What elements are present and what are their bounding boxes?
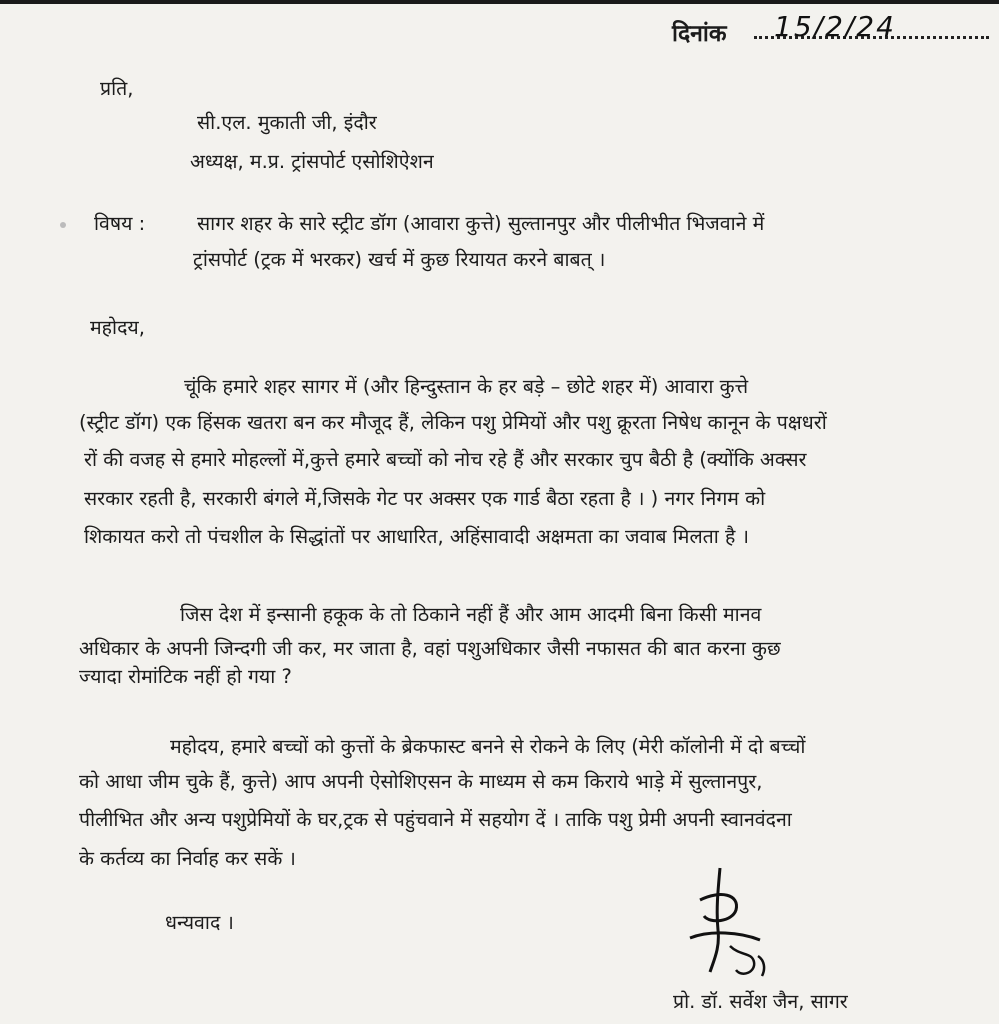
- date-value: 15/2/24: [774, 10, 896, 43]
- para2-line-1: जिस देश में इन्सानी हकूक के तो ठिकाने नहीं हैं और आम आदमी बिना किसी मानव: [180, 603, 762, 626]
- date-field: [672, 10, 992, 50]
- para1-line-2: (स्ट्रीट डॉग) एक हिंसक खतरा बन कर मौजूद हैं, लेकिन पशु प्रेमियों और पशु क्रूरता निषेध कानून के पक्षधरों: [79, 411, 827, 434]
- para3-line-3: पीलीभित और अन्य पशुप्रेमियों के घर,ट्रक से पहुंचवाने में सहयोग दें । ताकि पशु प्रेमी अपनी स्वानवंदना: [79, 808, 792, 831]
- subject-line-2: ट्रांसपोर्ट (ट्रक में भरकर) खर्च में कुछ रियायत करने बाबत् ।: [193, 248, 606, 271]
- handwritten-signature: [670, 860, 780, 990]
- salutation-to: प्रति,: [100, 77, 134, 100]
- para3-line-1: महोदय, हमारे बच्चों को कुत्तों के ब्रेकफास्ट बनने से रोकने के लिए (मेरी कॉलोनी में दो बच्चों: [170, 735, 806, 758]
- para2-line-3: ज्यादा रोमांटिक नहीं हो गया ?: [79, 665, 292, 688]
- para1-line-4: सरकार रहती है, सरकारी बंगले में,जिसके गेट पर अक्सर एक गार्ड बैठा रहता है । ) नगर निगम को: [84, 487, 766, 510]
- recipient-name: सी.एल. मुकाती जी, इंदौर: [197, 111, 377, 134]
- recipient-title: अध्यक्ष, म.प्र. ट्रांसपोर्ट एसोशिऐशन: [190, 150, 434, 173]
- subject-line-1: सागर शहर के सारे स्ट्रीट डॉग (आवारा कुत्ते) सुल्तानपुर और पीलीभीत भिजवाने में: [197, 212, 765, 235]
- top-edge-line: [0, 0, 999, 4]
- closing-thanks: धन्यवाद ।: [165, 911, 234, 934]
- para2-line-2: अधिकार के अपनी जिन्दगी जी कर, मर जाता है, वहां पशुअधिकार जैसी नफासत की बात करना कुछ: [79, 637, 781, 660]
- para3-line-2: को आधा जीम चुके हैं, कुत्ते) आप अपनी ऐसोशिएसन के माध्यम से कम किराये भाड़े में सुल्तानपुर,: [79, 770, 763, 793]
- subject-label: विषय :: [94, 212, 146, 235]
- sender-name: प्रो. डॉ. सर्वेश जैन, सागर: [673, 990, 848, 1013]
- para1-line-5: शिकायत करो तो पंचशील के सिद्धांतों पर आधारित, अहिंसावादी अक्षमता का जवाब मिलता है ।: [84, 525, 749, 548]
- para1-line-1: चूंकि हमारे शहर सागर में (और हिन्दुस्तान के हर बड़े – छोटे शहर में) आवारा कुत्ते: [184, 375, 749, 398]
- margin-dot: [60, 222, 66, 228]
- para1-line-3: रों की वजह से हमारे मोहल्लों में,कुत्ते हमारे बच्चों को नोच रहे हैं और सरकार चुप बैठी है (क्योंकि अक्सर: [84, 448, 807, 471]
- para3-line-4: के कर्तव्य का निर्वाह कर सकें ।: [79, 847, 296, 870]
- greeting: महोदय,: [90, 316, 145, 339]
- date-label: दिनांक: [672, 21, 727, 47]
